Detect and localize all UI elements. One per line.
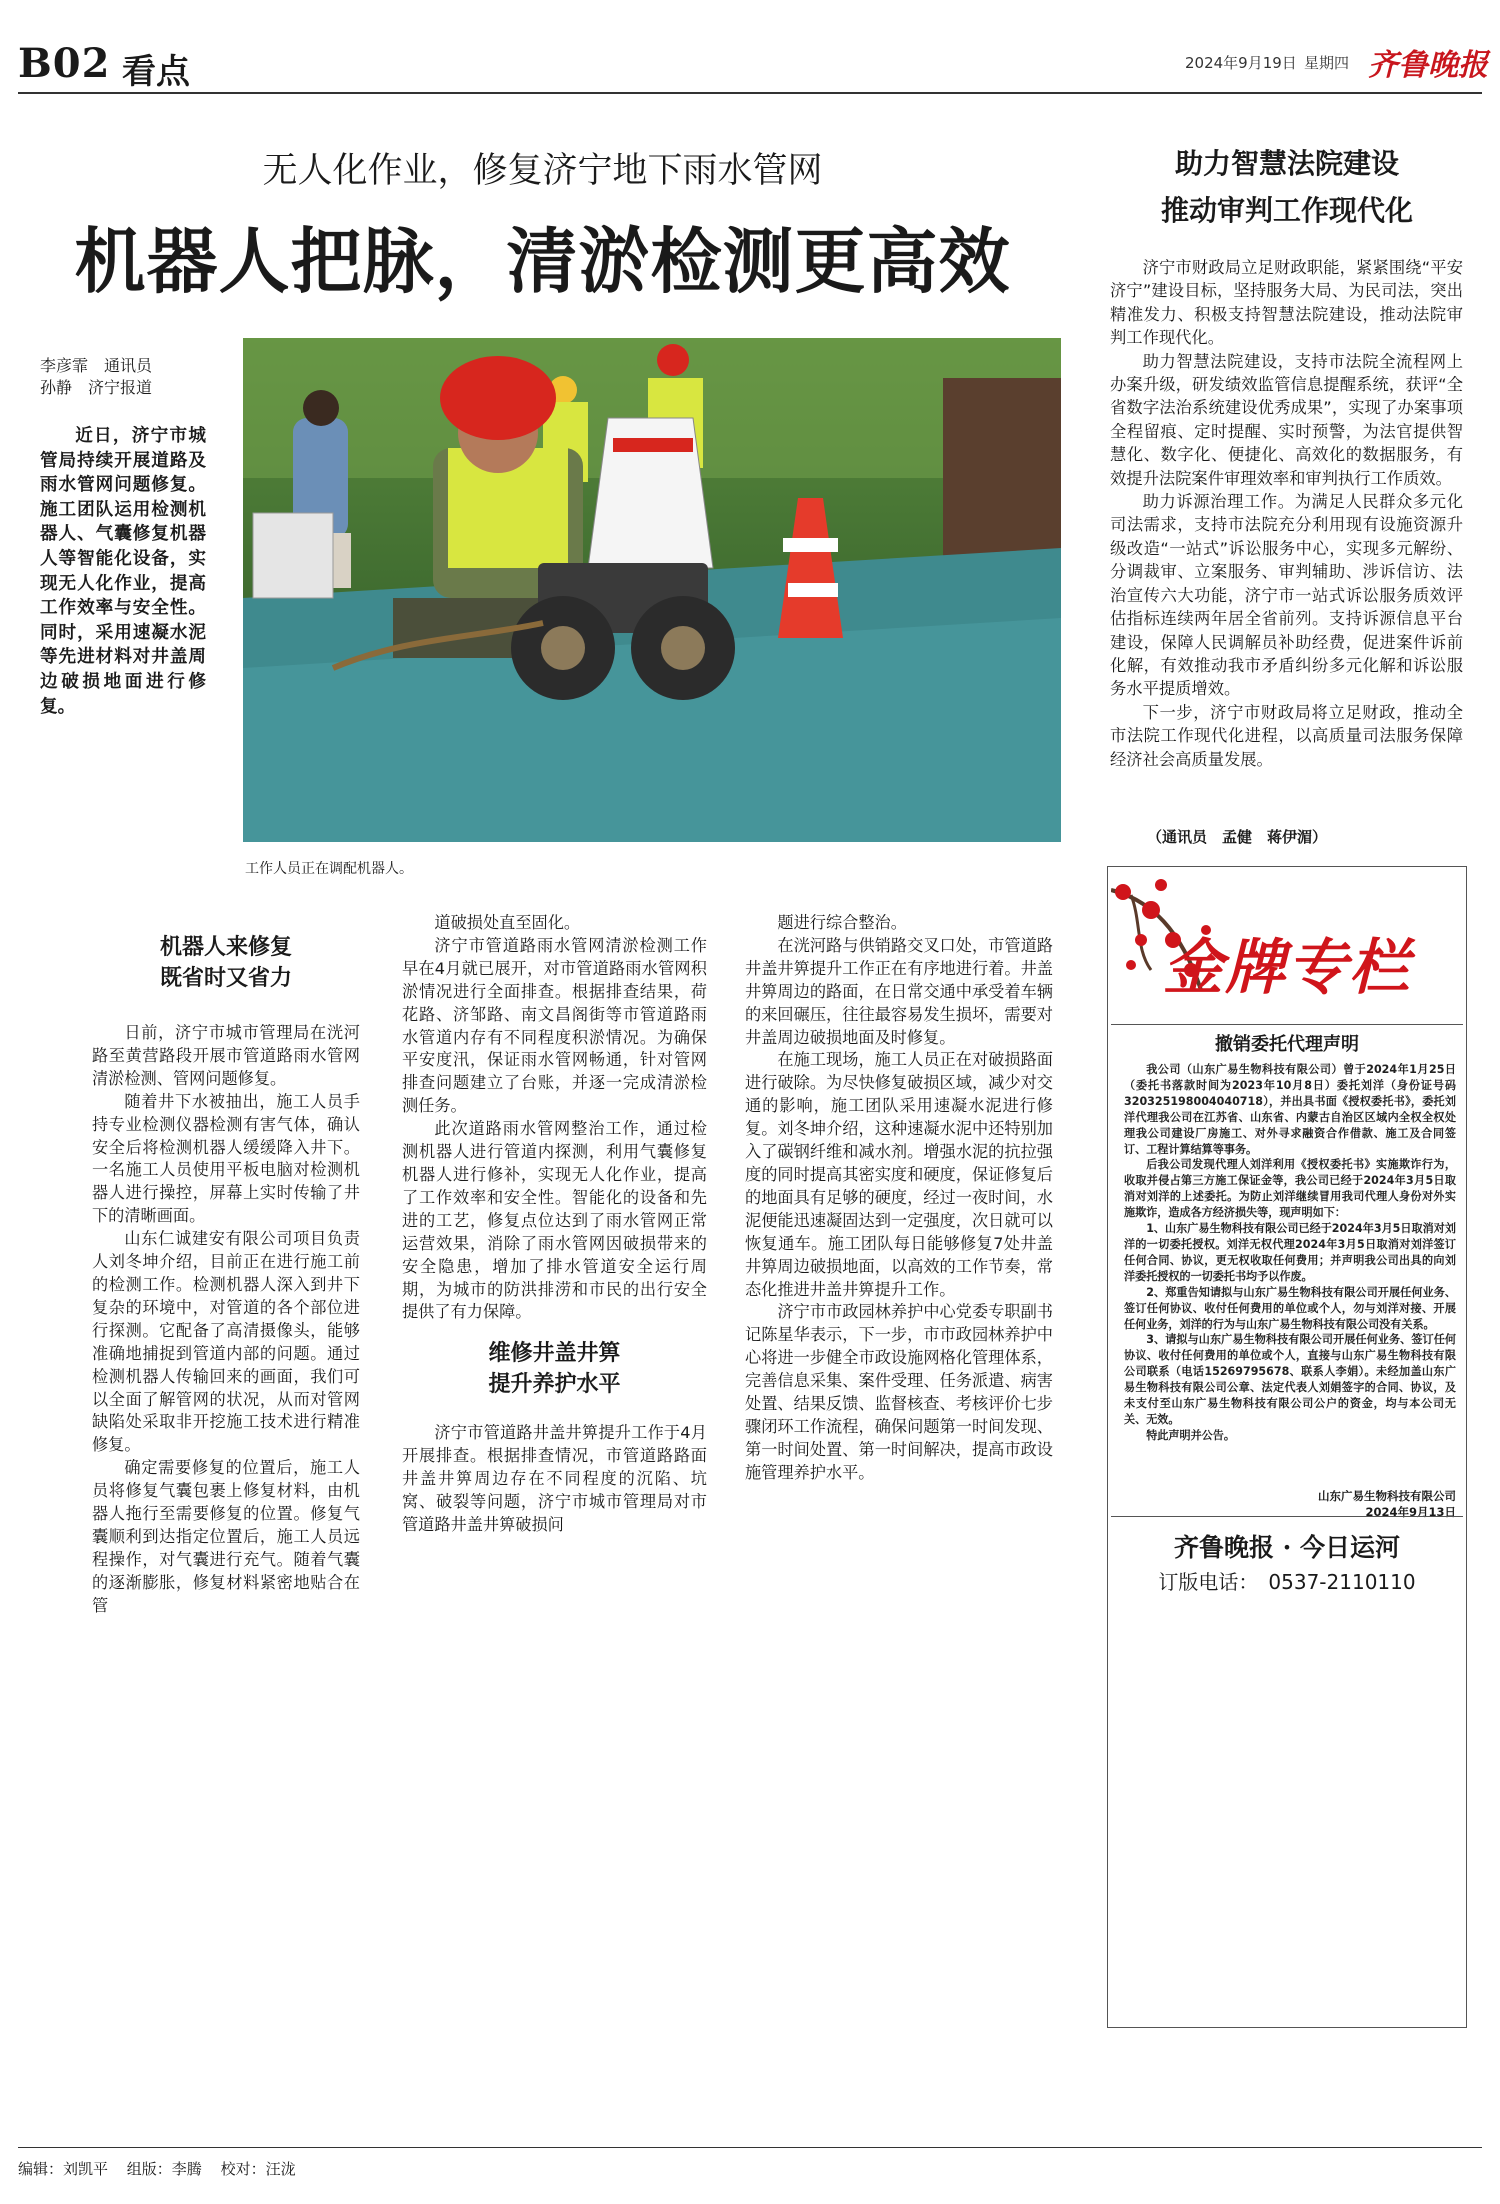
subhead-line: 维修井盖井箅 [488,1340,621,1367]
sidebar-article-body [1110,256,1463,771]
signature-company: 山东广易生物科技有限公司 [1318,1489,1456,1503]
page-footer [18,2158,310,2179]
byline-line: 李彦霏 通讯员 [40,356,153,375]
article-headline: 机器人把脉，清淤检测更高效 [74,219,1011,303]
article-column-2 [402,912,707,1537]
paragraph: 济宁市管道路雨水管网清淤检测工作早在4月就已展开，对市管道路雨水管网积淤情况进行全面排查。根据排查结果，荷花路、济邹路、南文昌阁街等市管道路雨水管道内存有不同程度积淤情况。为确保平安度汛，保证雨水管网畅通，针对管网排查问题建立了台账，并逐一完成清淤检测任务。 [402,935,707,1116]
section-name: 看点 [122,52,190,92]
paragraph: 道破损处直至固化。 [434,913,581,932]
notice-paragraph: 3、请拟与山东广易生物科技有限公司开展任何业务、签订任何协议、收付任何费用的单位或个人，直接与山东广易生物科技有限公司联系（电话15269795678、联系人李娟）。未经加盖山东广易生物科技有限公司公章、法定代表人刘娟签字的合同、协议，及未支付至山东广易生物科技有限公司公户的资金，均与本公司无关、无效。 [1124,1333,1456,1426]
footer-proofreader: 校对：汪泷 [220,2160,296,2178]
newspaper-logo: 齐鲁晚报 [1368,48,1488,83]
footer-rule [18,2147,1482,2148]
paragraph: 山东仁诚建安有限公司项目负责人刘冬坤介绍，目前正在进行施工前的检测工作。检测机器人深入到井下复杂的环境中，对管道的各个部位进行探测。它配备了高清摄像头，能够准确地捕捉到管道内部的问题。通过检测机器人传输回来的画面，我们可以全面了解管网的状况，从而对管网缺陷处采取非开挖施工技术进行精准修复。 [92,1229,360,1455]
news-photo [243,338,1061,842]
paragraph: 下一步，济宁市财政局将立足财政，推动全市法院工作现代化进程，以高质量司法服务保障经济社会高质量发展。 [1110,702,1463,769]
paragraph: 日前，济宁市城市管理局在洸河路至黄营路段开展市管道路雨水管网清淤检测、管网问题修复。 [92,1023,360,1088]
paragraph: 济宁市市政园林养护中心党委专职副书记陈星华表示，下一步，市市政园林养护中心将进一步健全市政设施网格化管理体系，完善信息采集、案件受理、任务派遣、病害处置、结果反馈、监督核查、考核评价七步骤闭环工作流程，确保问题第一时间发现、第一时间处置、第一时间解决，提高市政设施管理养护水平。 [745,1302,1053,1482]
article-column-3 [745,912,1053,1485]
article-column-1 [92,932,360,1618]
article-subheadline: 无人化作业，修复济宁地下雨水管网 [262,151,823,191]
paragraph: 济宁市管道路井盖井箅提升工作于4月开展排查。根据排查情况，市管道路路面井盖井箅周边存在不同程度的沉陷、坑窝、破裂等问题，济宁市城市管理局对市管道路井盖井箅破损问 [402,1423,707,1534]
sidebar-article-title [1107,140,1467,234]
section-subhead [92,932,360,994]
notice-paragraph: 1、山东广易生物科技有限公司已经于2024年3月5日取消对刘洋的一切委托授权。刘洋无权代理2024年3月5日取消对刘洋签订任何合同、协议，更无权收取任何费用；并声明我公司出具的向刘洋委托授权的一切委托书均予以作废。 [1124,1222,1456,1283]
paragraph: 确定需要修复的位置后，施工人员将修复气囊包裹上修复材料，由机器人拖行至需要修复的位置。修复气囊顺利到达指定位置后，施工人员远程操作，对气囊进行充气。随着气囊的逐渐膨胀，修复材料紧密地贴合在管 [92,1458,360,1615]
ad-banner-title: 金牌专栏 [1163,933,1411,1003]
paragraph: 此次道路雨水管网整治工作，通过检测机器人进行管道内探测，利用气囊修复机器人进行修补，实现无人化作业，提高了工作效率和安全性。智能化的设备和先进的工艺，修复点位达到了雨水管网正常运营效果，消除了雨水管网因破损带来的安全隐患，增加了排水管道安全运行周期，为城市的防洪排涝和市民的出行安全提供了有力保障。 [402,1119,707,1322]
issue-date: 2024年9月19日 [1185,54,1297,72]
section-subhead [402,1338,707,1400]
ad-divider [1111,1516,1463,1517]
subhead-line: 既省时又省力 [159,965,292,991]
paragraph: 在洸河路与供销路交叉口处，市管道路井盖井箅提升工作正在有序地进行着。井盖井箅周边的路面，在日常交通中承受着车辆的来回碾压，往往最容易发生损坏，需要对井盖周边破损地面及时修复。 [745,935,1053,1047]
notice-title: 撤销委托代理声明 [1215,1034,1359,1055]
byline-line: 孙静 济宁报道 [40,378,153,397]
paragraph: 题进行综合整治。 [777,913,907,932]
subhead-line: 提升养护水平 [488,1371,621,1398]
subscription-phone: 订版电话： 0537-2110110 [1158,1570,1416,1594]
article-byline [40,355,200,399]
paragraph: 济宁市财政局立足财政职能，紧紧围绕“平安济宁”建设目标，坚持服务大局、为民司法，突出精准发力、积极支持智慧法院建设，推动法院审判工作现代化。 [1110,258,1463,348]
issue-weekday: 星期四 [1304,54,1350,72]
paragraph: 在施工现场，施工人员正在对破损路面进行破除。为尽快修复破损区域，减少对交通的影响，施工团队采用速凝水泥进行修复。刘冬坤介绍，这种速凝水泥中还特别加入了碳钢纤维和减水剂。增强水泥的抗拉强度的同时提高其密实度和硬度，保证修复后的地面具有足够的硬度，经过一夜时间，水泥便能迅速凝固达到一定强度，次日就可以恢复通车。施工团队每日能够修复7处井盖井箅周边破损地面，以高效的工作节奏，常态化推进井盖井箅提升工作。 [745,1050,1053,1299]
photo-illustration [243,338,1061,842]
title-line: 推动审判工作现代化 [1160,194,1413,227]
page-number: B02 [18,40,111,87]
subscription-promo-title: 齐鲁晚报 · 今日运河 [1173,1533,1401,1562]
ad-divider [1111,1024,1463,1025]
notice-paragraph: 特此声明并公告。 [1146,1428,1235,1442]
notice-body [1124,1062,1456,1444]
paragraph: 随着井下水被抽出，施工人员手持专业检测仪器检测有害气体，确认安全后将检测机器人缓缓降入井下。一名施工人员使用平板电脑对检测机器人进行操控，屏幕上实时传输了井下的清晰画面。 [92,1091,360,1226]
notice-paragraph: 后我公司发现代理人刘洋利用《授权委托书》实施欺诈行为，收取并侵占第三方施工保证金等，我公司已经于2024年3月5日取消对刘洋的上述委托。为防止刘洋继续冒用我司代理人身份对外实施欺诈，造成各方经济损失等，现声明如下： [1124,1158,1456,1220]
footer-editor: 编辑：刘凯平 [18,2160,109,2178]
footer-layout: 组版：李腾 [126,2160,202,2178]
paragraph: 助力智慧法院建设，支持市法院全流程网上办案升级，研发绩效监管信息提醒系统，获评“全省数字法治系统建设优秀成果”，实现了办案事项全程留痕、定时提醒、实时预警，为法官提供智慧化、数字化、便捷化、高效化的数据服务，有效提升法院案件审理效率和审判执行工作质效。 [1110,351,1463,488]
title-line: 助力智慧法院建设 [1174,147,1399,180]
subhead-line: 机器人来修复 [159,934,292,960]
header-rule [18,92,1482,94]
article-lead: 近日，济宁市城管局持续开展道路及雨水管网问题修复。施工团队运用检测机器人、气囊修复机器人等智能化设备，实现无人化作业，提高工作效率与安全性。同时，采用速凝水泥等先进材料对井盖周边破损地面进行修复。 [40,426,206,717]
photo-caption: 工作人员正在调配机器人。 [245,861,413,877]
signature-date: 2024年9月13日 [1365,1505,1456,1519]
paragraph: 助力诉源治理工作。为满足人民群众多元化司法需求，支持市法院充分利用现有设施资源升级改造“一站式”诉讼服务中心，实现多元解纷、分调裁审、立案服务、审判辅助、涉诉信访、法治宣传六大功能，济宁市一站式诉讼服务质效评估指标连续两年居全省前列。支持诉源信息平台建设，保障人民调解员补助经费，促进案件诉前化解，有效推动我市矛盾纠纷多元化解和诉讼服务水平提质增效。 [1110,492,1463,699]
notice-paragraph: 我公司（山东广易生物科技有限公司）曾于2024年1月25日（委托书落款时间为2023年10月8日）委托刘洋（身份证号码320325198004040718），并出具书面《授权委托书》，委托刘洋代理我公司在江苏省、山东省、内蒙古自治区区域内全权全权处理我公司建设厂房施工、对外寻求融资合作借款、施工及合同签订、工程计算结算等事务。 [1124,1063,1456,1156]
sidebar-article-credit: （通讯员 孟健 蒋伊湄） [1147,828,1328,846]
notice-paragraph: 2、郑重告知请拟与山东广易生物科技有限公司开展任何业务、签订任何协议、收付任何费用的单位或个人，勿与刘洋对接、开展任何业务，刘洋的行为与山东广易生物科技有限公司没有关系。 [1124,1285,1456,1331]
